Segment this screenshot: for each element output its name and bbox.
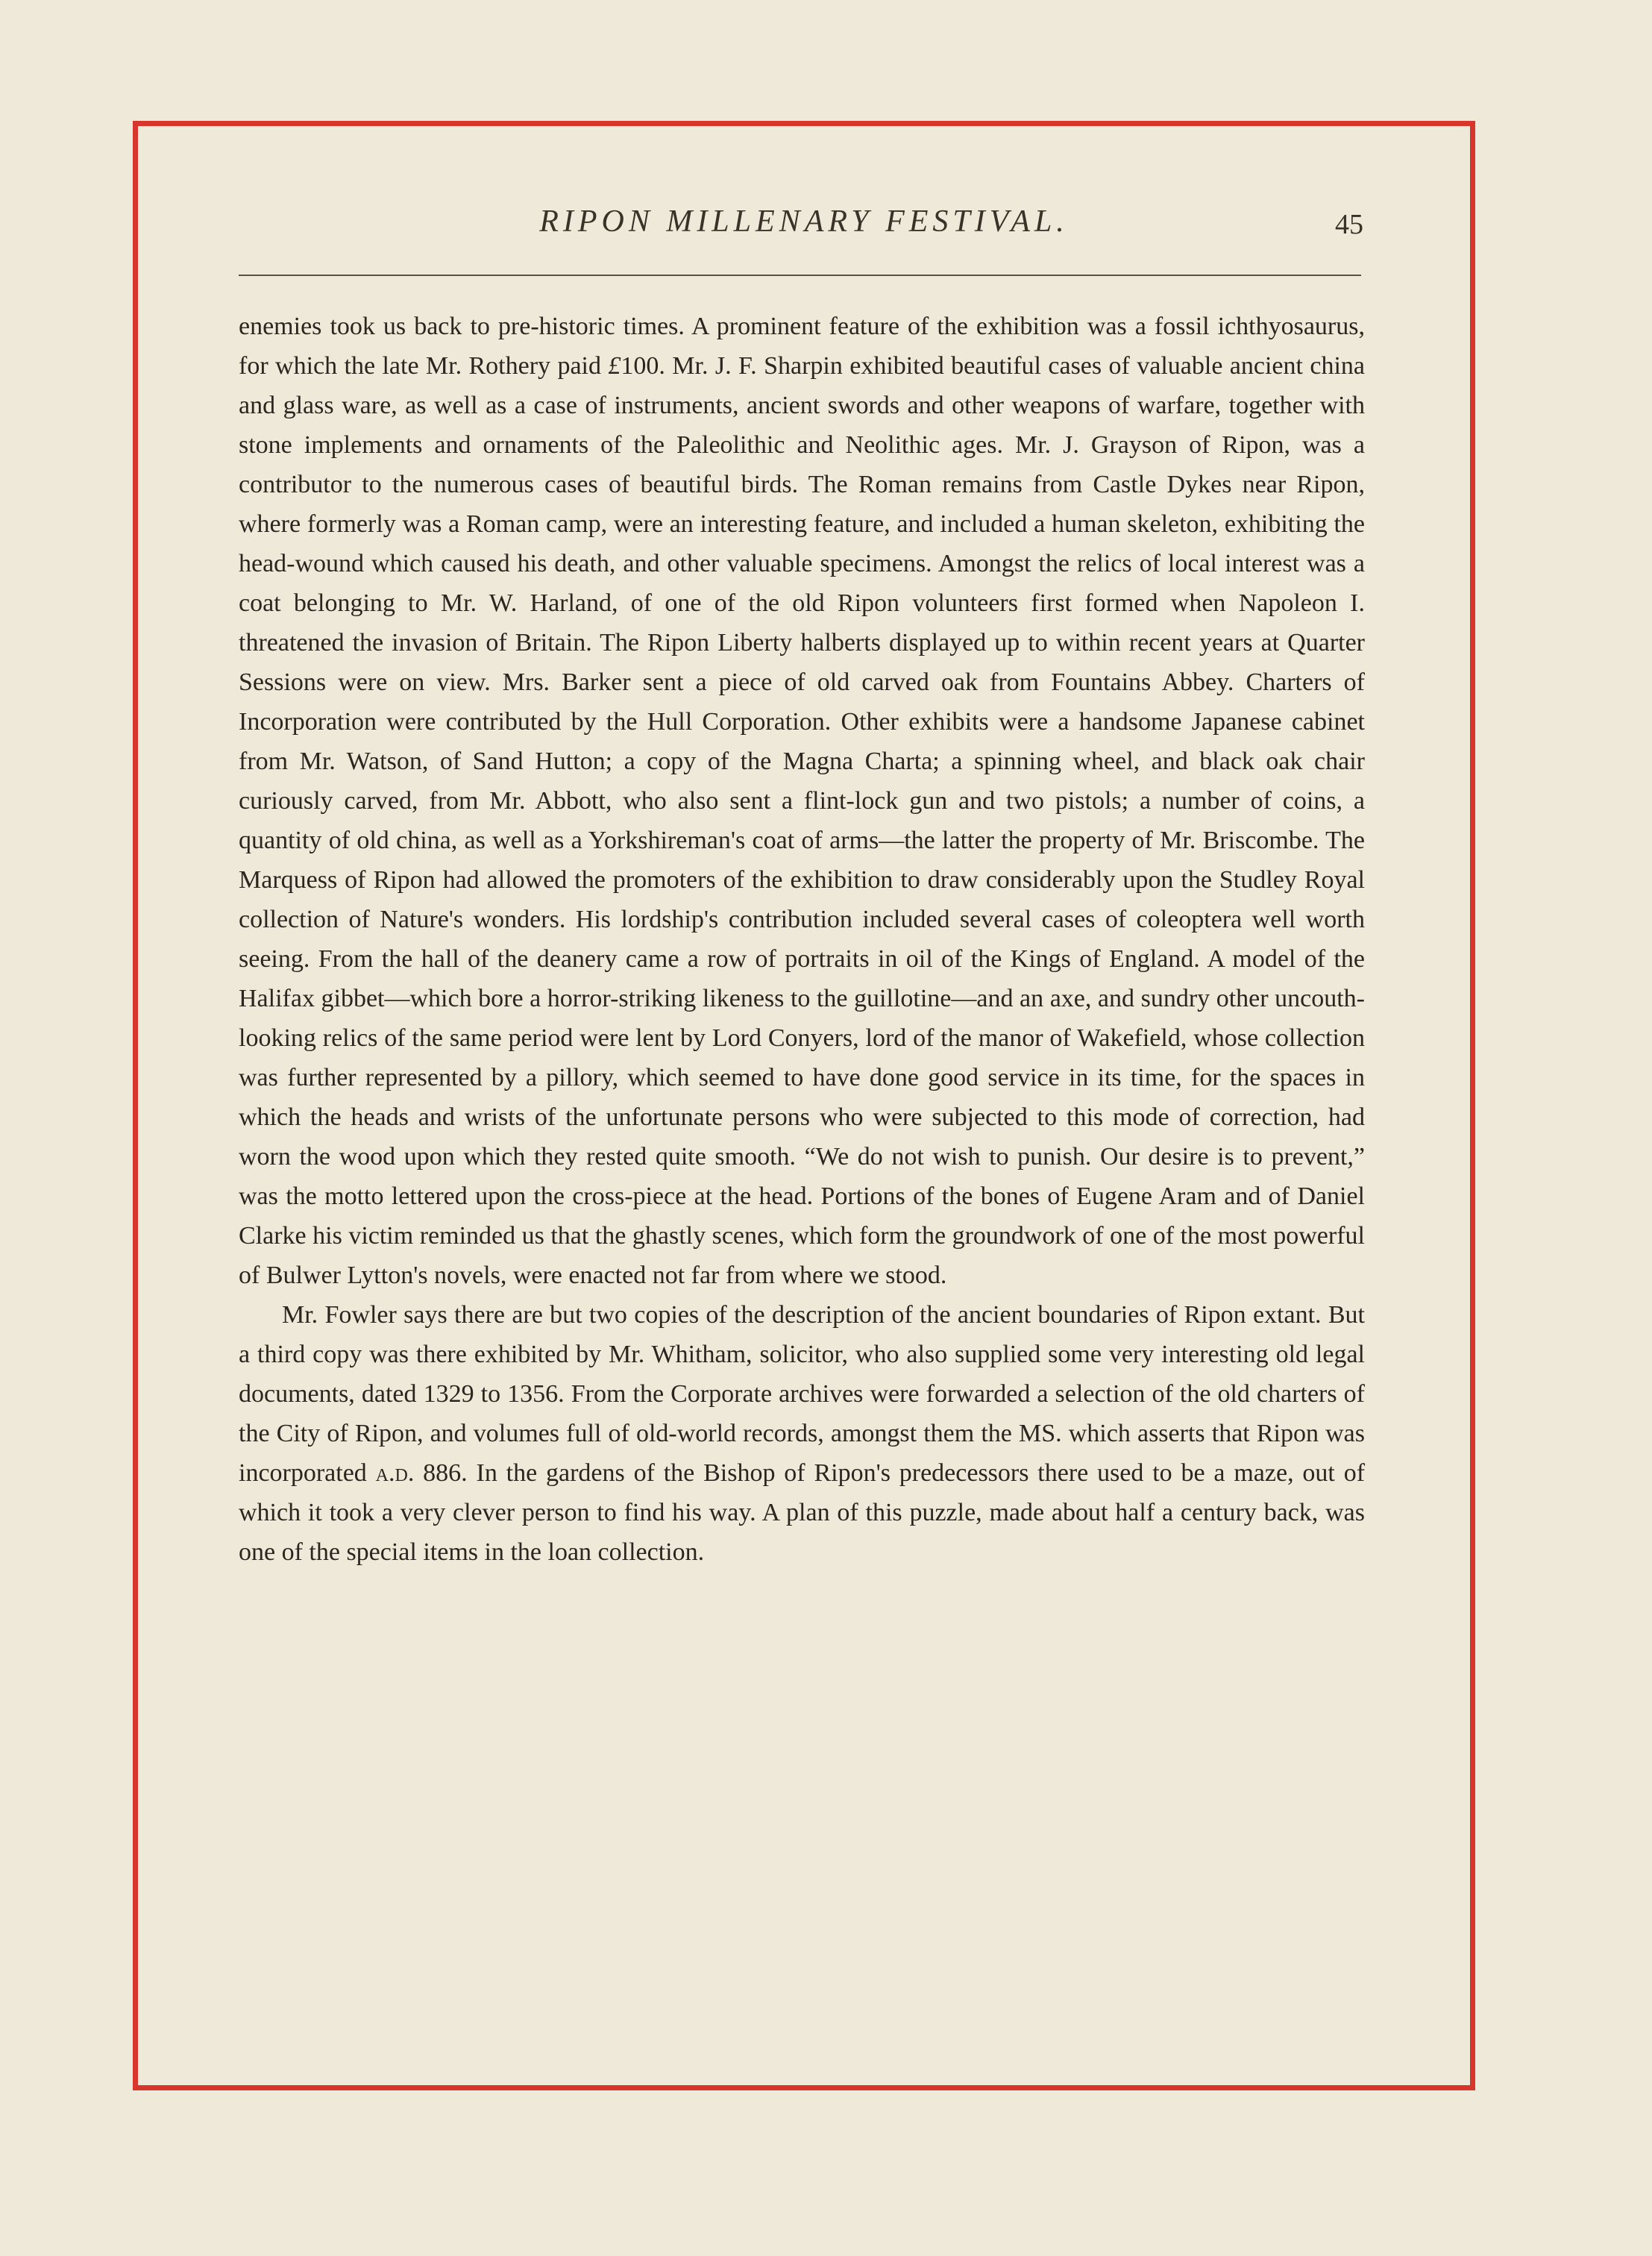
paragraph-2-part-2: 886. In the gardens of the Bishop of Ripon's predecessors there used to be a maze, out of which it took a very clever person to find his way. A plan of this puzzle, made about half a century back, was one of the special items in the loan collection. xyxy=(239,1459,1366,1566)
running-title: RIPON MILLENARY FESTIVAL. xyxy=(539,204,1069,239)
pound-sign: £ xyxy=(608,352,621,380)
page-border xyxy=(133,121,1475,2090)
paragraph-1 xyxy=(239,307,1365,1295)
header-rule xyxy=(239,275,1361,276)
body-text xyxy=(239,307,1365,1572)
paragraph-2 xyxy=(239,1295,1365,1572)
era-abbreviation: a.d. xyxy=(375,1459,415,1487)
paragraph-2-part-1: Mr. Fowler says there are but two copies of the description of the ancient boundaries of Ripon extant. But a third copy was there exhibited by Mr. Whitham, solicitor, who also supplied some very interesting old legal documents, dated 1329 to 1356. From the Corporate archives were forwarded a selection of the old charters of the City of Ripon, and volumes full of old-world records, amongst them the MS. which asserts that Ripon was incorporated xyxy=(239,1301,1365,1487)
paragraph-1-part-2: 100. Mr. J. F. Sharpin exhibited beautiful cases of valuable ancient china and glass ware, as well as a case of instruments, ancient swords and other weapons of warfare, together with stone implements and ornaments of the Paleolithic and Neolithic ages. Mr. J. Grayson of Ripon, was a contributor to the numerous cases of beautiful birds. The Roman remains from Castle Dykes near Ripon, where formerly was a Roman camp, were an interesting feature, and included a human skeleton, exhibiting the head-wound which caused his death, and other valuable specimens. Amongst the relics of local interest was a coat belonging to Mr. W. Harland, of one of the old Ripon volunteers first formed when Napoleon I. threatened the invasion of Britain. The Ripon Liberty halberts displayed up to within recent years at Quarter Sessions were on view. Mrs. Barker sent a piece of old carved oak from Fountains Abbey. Charters of Incorporation were contributed by the Hull Corporation. Other exhibits were a handsome Japanese cabinet from Mr. Watson, of Sand Hutton; a copy of the Magna Charta; a spinning wheel, and black oak chair curiously carved, from Mr. Abbott, who also sent a flint-lock gun and two pistols; a number of coins, a quantity of old china, as well as a Yorkshireman's coat of arms—the latter the property of Mr. Briscombe. The Marquess of Ripon had allowed the promoters of the exhibition to draw considerably upon the Studley Royal collection of Nature's wonders. His lordship's contribution included several cases of coleoptera well worth seeing. From the hall of the deanery came a row of portraits in oil of the Kings of England. A model of the Halifax gibbet—which bore a horror-striking likeness to the guillotine—and an axe, and sundry other uncouth-looking relics of the same period were lent by Lord Conyers, lord of the manor of Wakefield, whose collection was further represented by a pillory, which seemed to have done good service in its time, for the spaces in which the heads and wrists of the unfortunate persons who were subjected to this mode of correction, had worn the wood upon which they rested quite smooth. “We do not wish to punish. Our desire is to prevent,” was the motto lettered upon the cross-piece at the head. Portions of the bones of Eugene Aram and of Daniel Clarke his victim reminded us that the ghastly scenes, which form the groundwork of one of the most powerful of Bulwer Lytton's novels, were enacted not far from where we stood. xyxy=(239,352,1365,1289)
page-number: 45 xyxy=(1335,209,1363,240)
paragraph-1-part-1: enemies took us back to pre-historic times. A prominent feature of the exhibition was a fossil ichthyosaurus, for which the late Mr. Rothery paid xyxy=(239,313,1365,380)
